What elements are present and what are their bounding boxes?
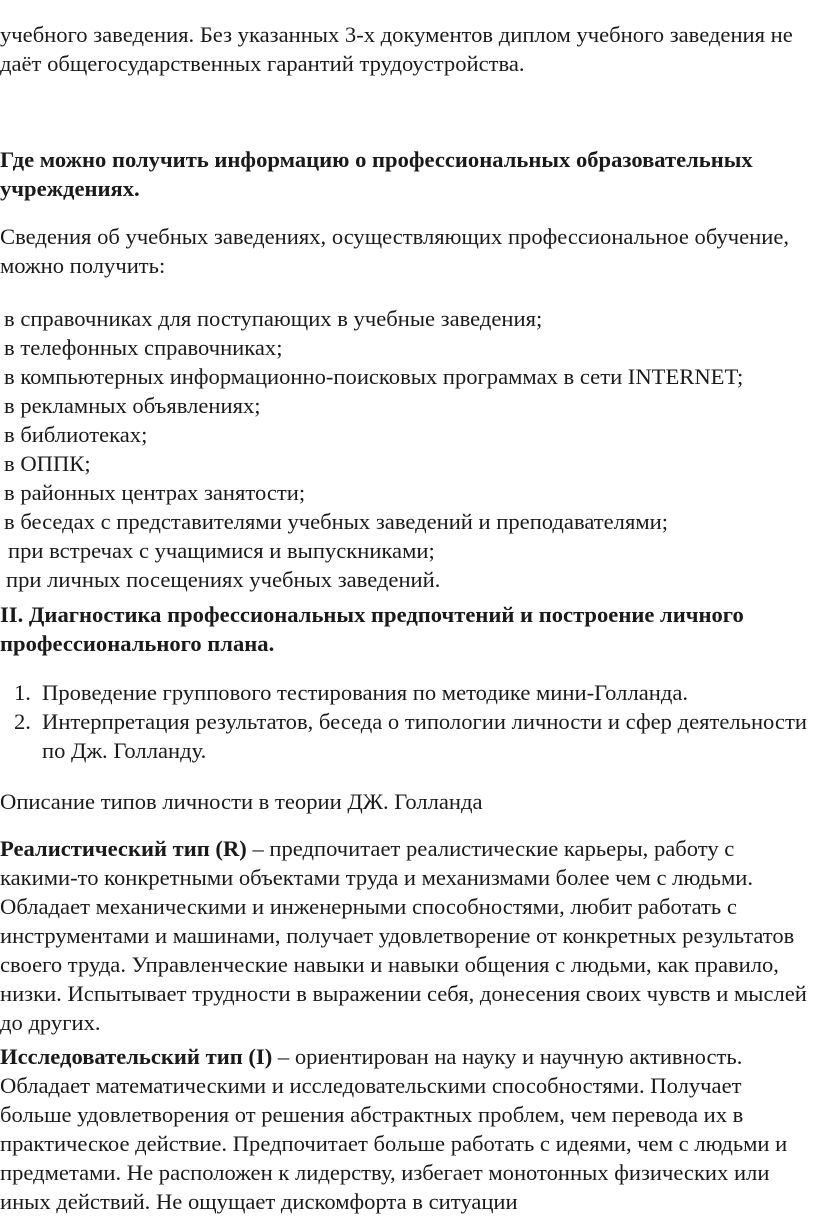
list-item: в библиотеках; — [4, 422, 148, 447]
list-item: в рекламных объявлениях; — [4, 393, 261, 418]
intro-paragraph: учебного заведения. Без указанных 3-х документов диплом учебного заведения не даёт общегосударственных гарантий трудоустройства. — [0, 22, 793, 76]
steps-list — [0, 678, 812, 765]
section-two-heading: II. Диагностика профессиональных предпочтений и построение личного профессионального плана. — [0, 602, 744, 656]
list-item: при личных посещениях учебных заведений. — [6, 567, 441, 592]
type-term: Исследовательский тип (I) — [0, 1044, 273, 1069]
list-item: в районных центрах занятости; — [4, 480, 306, 505]
list-item: в телефонных справочниках; — [4, 335, 283, 360]
info-sources-list — [0, 304, 812, 594]
list-item: в ОППК; — [4, 451, 91, 476]
list-item — [0, 678, 812, 707]
type-investigative-paragraph — [0, 1042, 812, 1216]
type-term: Реалистический тип (R) — [0, 836, 247, 861]
type-realistic-paragraph — [0, 834, 812, 1037]
list-item: в беседах с представителями учебных заведений и преподавателями; — [4, 509, 668, 534]
list-item: в компьютерных информационно-поисковых программах в сети INTERNET; — [4, 364, 744, 389]
list-item: при встречах с учащимися и выпускниками; — [8, 538, 435, 563]
types-title: Описание типов личности в теории ДЖ. Голланда — [0, 789, 483, 814]
list-item: в справочниках для поступающих в учебные заведения; — [4, 306, 543, 331]
list-item — [0, 707, 812, 765]
step-number: 1. — [14, 680, 31, 705]
step-text: Интерпретация результатов, беседа о типологии личности и сфер деятельности по Дж. Голланду. — [42, 709, 807, 763]
step-text: Проведение группового тестирования по методике мини-Голланда. — [42, 680, 689, 705]
info-section-heading: Где можно получить информацию о профессиональных образовательных учреждениях. — [0, 147, 753, 201]
type-description: – ориентирован на науку и научную активность. Обладает математическими и исследовательскими способностями. Получает больше удовлетворения от решения абстрактных проблем, чем перевода их в практическое действие. Предпочитает больше работать с идеями, чем с людьми и предметами. Не расположен к лидерству, избегает монотонных физических или иных действий. Не ощущает дискомфорта в ситуации — [0, 1044, 788, 1214]
info-section-lead: Сведения об учебных заведениях, осуществляющих профессиональное обучение, можно получить: — [0, 224, 790, 278]
type-description: – предпочитает реалистические карьеры, работу с какими-то конкретными объектами труда и механизмами более чем с людьми. Обладает механическими и инженерными способностями, любит работать с инструментами и машинами, получает удовлетворение от конкретных результатов своего труда. Управленческие навыки и навыки общения с людьми, как правило, низки. Испытывает трудности в выражении себя, донесения своих чувств и мыслей до других. — [0, 836, 807, 1035]
step-number: 2. — [14, 709, 31, 734]
